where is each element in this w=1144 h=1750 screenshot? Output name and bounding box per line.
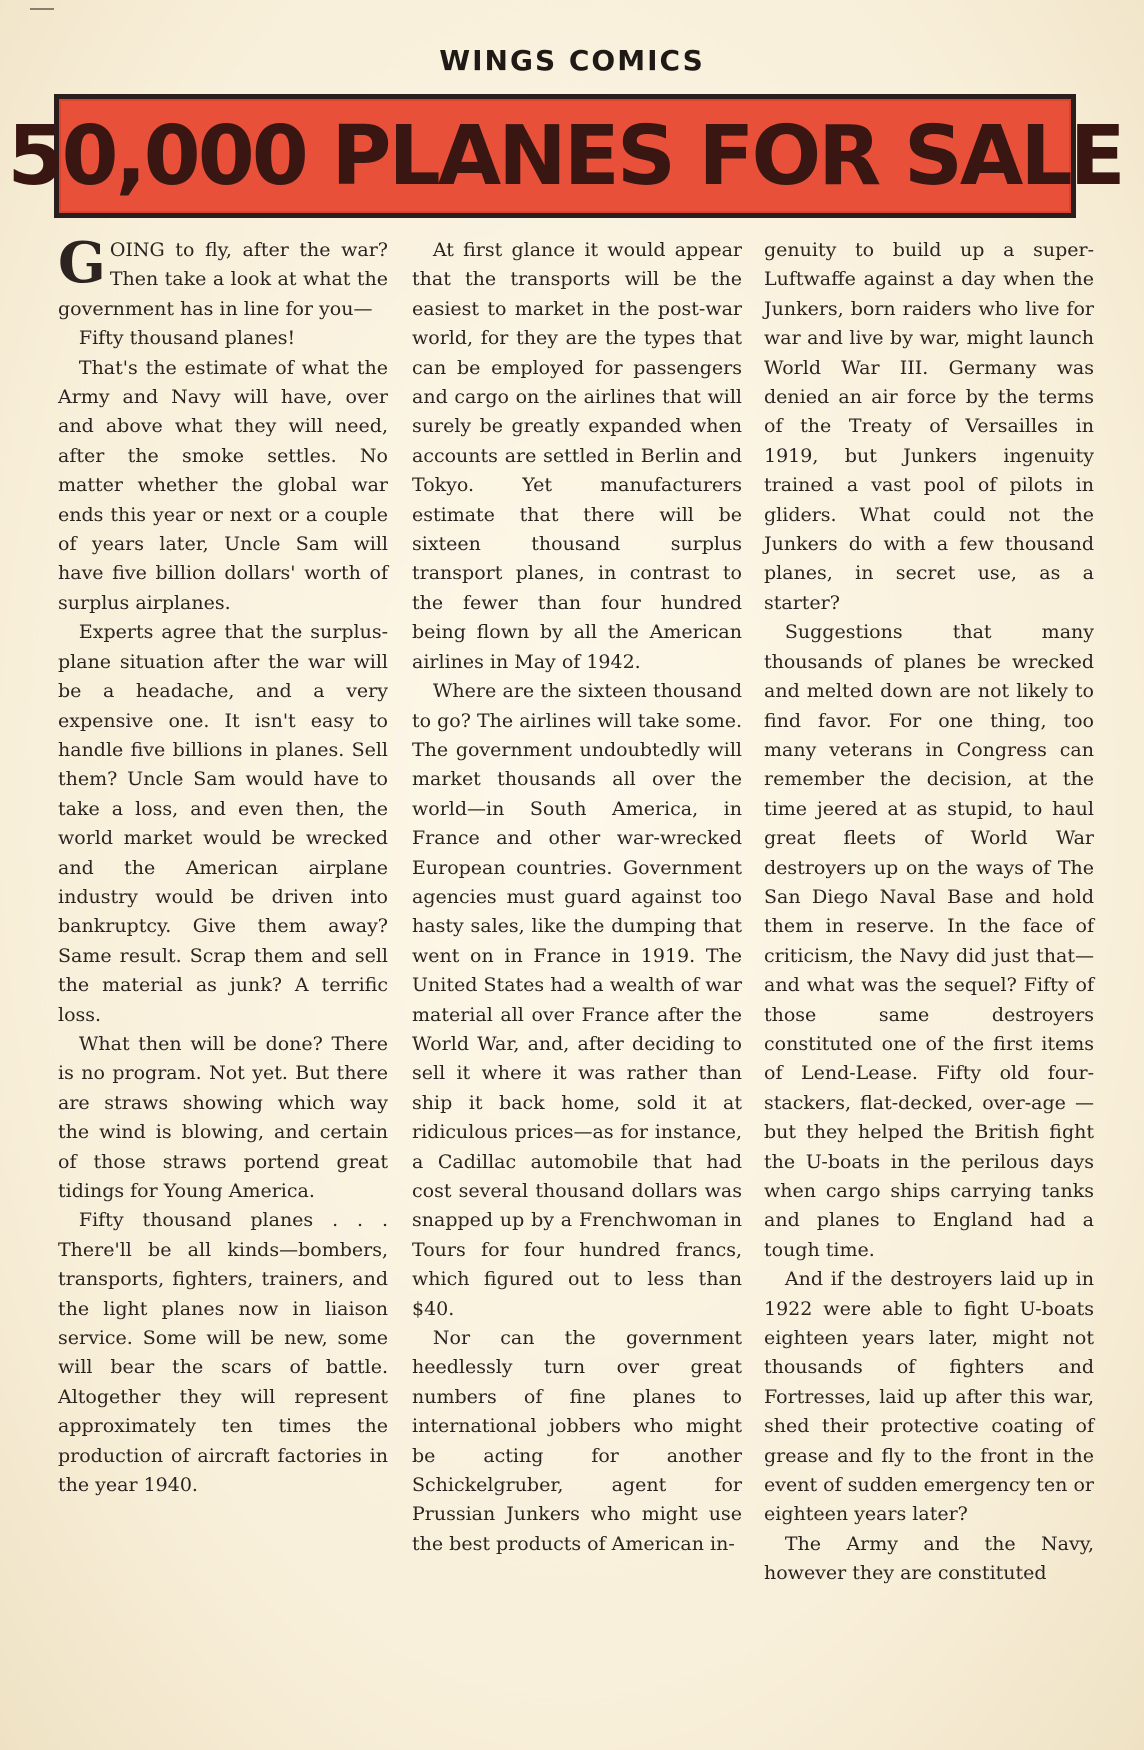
article-paragraph: At first glance it would appear that the transports will be the easiest to market in the post-war world, for they are the types that can be employed for passengers and cargo on the airlines that will surely be greatly expanded when accounts are settled in Berlin and Tokyo. Yet manufacturers estimate that there will be sixteen thousand surplus transport planes, in contrast to the fewer than four hundred being flown by all the American airlines in May of 1942. [412, 239, 742, 673]
article-paragraph: genuity to build up a super-Luftwaffe against a day when the Junkers, born raiders who live for war and live by war, might launch World War III. Germany was denied an air force by the terms of the Treaty of Versailles in 1919, but Junkers ingenuity trained a vast pool of pilots in gliders. What could not the Junkers do with a few thousand planes, in secret use, as a starter? [764, 239, 1094, 614]
headline: 50,000 PLANES FOR SALE [7, 108, 1123, 204]
article-paragraph: The Army and the Navy, however they are constituted [764, 1532, 1094, 1585]
article-paragraph: GOING to fly, after the war? Then take a look at what the government has in line for you— [58, 230, 388, 320]
drop-cap: G [58, 230, 106, 296]
article-paragraph: Where are the sixteen thousand to go? The airlines will take some. The government undoubtedly will market thousands all over the world—in South America, in France and other war-wrecked European countries. Government agencies must guard against too hasty sales, like the dumping that went on in France in 1919. The United States had a wealth of war material all over France after the World War, and, after deciding to sell it where it was rather than ship it back home, sold it at ridiculous prices—as for instance, a Cadillac automobile that had cost several thousand dollars was snapped up by a Frenchwoman in Tours for four hundred francs, which figured out to less than $40. [412, 680, 742, 1320]
article-paragraph: And if the destroyers laid up in 1922 were able to fight U-boats eighteen years later, might not thousands of fighters and Fortresses, laid up after this war, shed their protective coating of grease and fly to the front in the event of sudden emergency ten or eighteen years later? [764, 1268, 1094, 1526]
article-paragraph: Nor can the government heedlessly turn over great numbers of fine planes to international jobbers who might be acting for another Schickelgruber, agent for Prussian Junkers who might use the best products of American in- [412, 1327, 742, 1555]
article-paragraph: Suggestions that many thousands of planes be wrecked and melted down are not likely to find favor. For one thing, too many veterans in Congress can remember the decision, at the time jeered at as stupid, to haul great fleets of World War destroyers up on the ways of The San Diego Naval Base and hold them in reserve. In the face of criticism, the Navy did just that—and what was the sequel? Fifty of those same destroyers constituted one of the first items of Lend-Lease. Fifty old four-stackers, flat-decked, over-age — but they helped the British fight the U-boats in the perilous days when cargo ships carrying tanks and planes to England had a tough time. [764, 621, 1094, 1261]
corner-mark [30, 8, 54, 10]
article-column-2 [412, 236, 742, 1656]
article-paragraph: Experts agree that the surplus-plane situation after the war will be a headache, and a very expensive one. It isn't easy to handle five billions in planes. Sell them? Uncle Sam would have to take a loss, and even then, the world market would be wrecked and the American airplane industry would be driven into bankruptcy. Give them away? Same result. Scrap them and sell the material as junk? A terrific loss. [58, 621, 388, 1026]
article-paragraph: That's the estimate of what the Army and Navy will have, over and above what they will need, after the smoke settles. No matter whether the global war ends this year or next or a couple of years later, Uncle Sam will have five billion dollars' worth of surplus airplanes. [58, 356, 388, 614]
article-column-3 [764, 236, 1094, 1656]
article-column-1 [58, 230, 388, 1656]
masthead: WINGS COMICS [439, 44, 705, 77]
article-paragraph: Fifty thousand planes! [78, 327, 296, 350]
headline-banner [7, 94, 1123, 218]
article-paragraph: What then will be done? There is no program. Not yet. But there are straws showing which way the wind is blowing, and certain of those straws portend great tidings for Young America. [58, 1032, 388, 1202]
article-paragraph: Fifty thousand planes . . . There'll be all kinds—bombers, transports, fighters, trainers, and the light planes now in liaison service. Some will be new, some will bear the scars of battle. Altogether they will represent approximately ten times the production of aircraft factories in the year 1940. [58, 1209, 388, 1497]
